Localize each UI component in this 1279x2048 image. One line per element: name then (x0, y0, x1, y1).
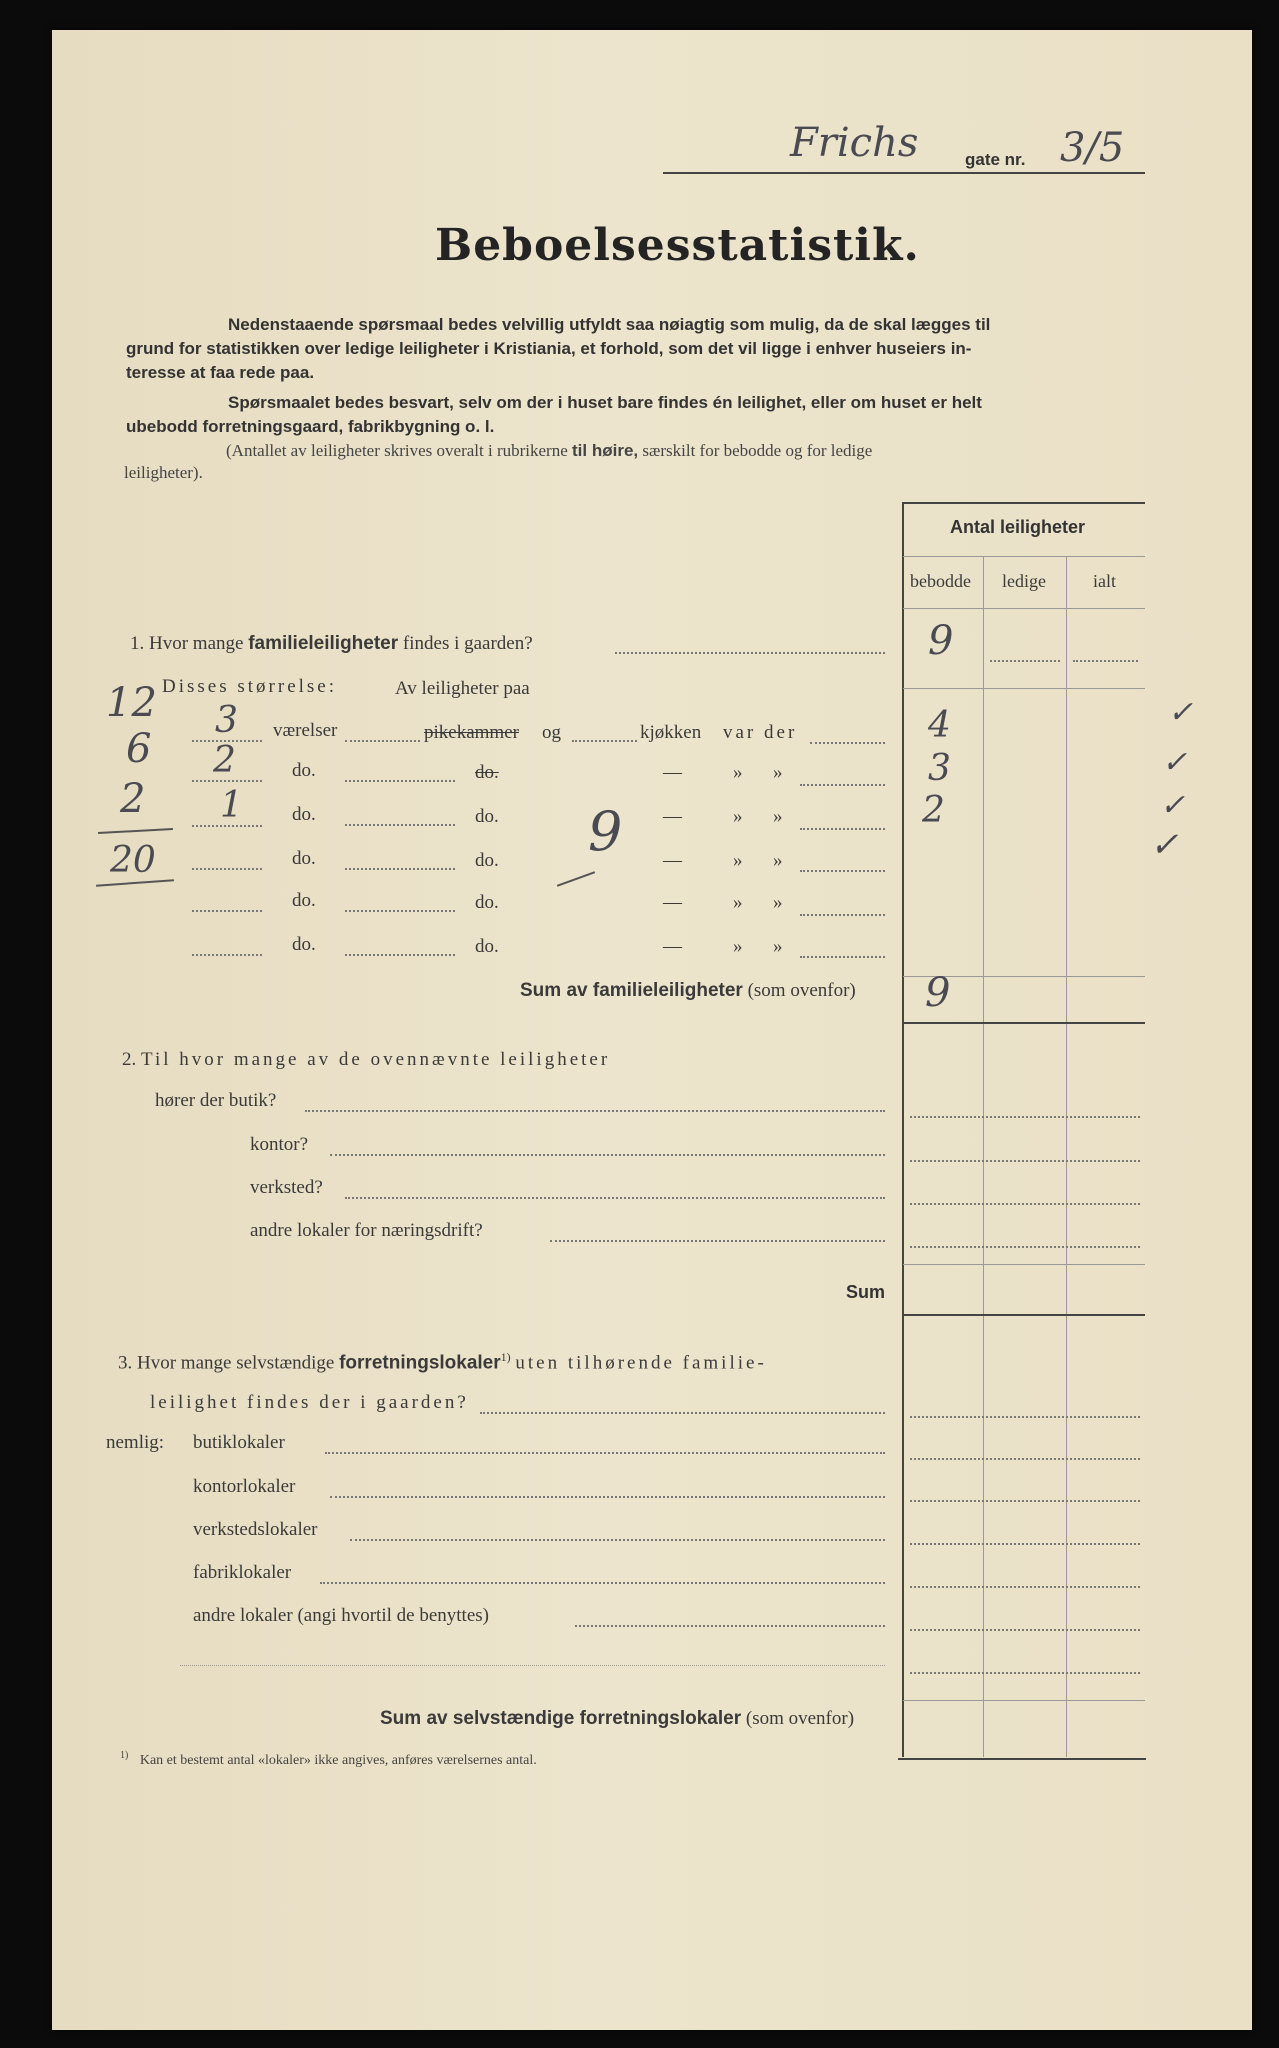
row2-col2: do. (475, 762, 499, 783)
row3-gap-line (345, 824, 455, 826)
row1-col2: pikekammer (424, 722, 519, 743)
table-header-rule (903, 556, 1145, 557)
intro-para3-line2: leiligheter). (124, 463, 203, 482)
row2-col1: do. (292, 760, 316, 781)
section3-q-suffix: uten tilhørende familie- (515, 1352, 767, 1374)
footnote-text: Kan et bestemt antal «lokaler» ikke angives, anføres værelsernes antal. (139, 1752, 537, 1768)
row5-leader (800, 914, 885, 916)
row3-answer: 2 (922, 790, 945, 831)
row3-leader (800, 828, 885, 830)
row3-col2: do. (475, 806, 499, 827)
intro-para2-line1: Spørsmaalet bedes besvart, selv om der i huset bare findes én leilighet, eller om huset er helt (228, 393, 982, 412)
section1-sum-bold: Sum av familieleiligheter (520, 980, 743, 1001)
table-left-rule (902, 502, 904, 1757)
row3-rooms-line (192, 825, 262, 827)
row4-gap-line (345, 868, 455, 870)
section3-item-2-leader (330, 1496, 885, 1498)
check-icon: ✓ (1160, 788, 1186, 823)
row4-ditto: » (733, 850, 743, 871)
section1-sum-rule (903, 1022, 1145, 1024)
row6-gap-line (345, 954, 455, 956)
section2-line4: andre lokaler for næringsdrift? (250, 1220, 483, 1241)
row2-ditto: » (733, 762, 743, 783)
row6-leader (800, 956, 885, 958)
section2-sum: Sum (846, 1282, 886, 1302)
s2-col-leader-1 (910, 1116, 1140, 1118)
row4-leader (800, 870, 885, 872)
intro-para3-line1 (226, 441, 872, 461)
section3-q-bold: forretningslokaler (339, 1352, 501, 1374)
section2-line4-leader (550, 1240, 885, 1242)
section1-leader-ledige (990, 660, 1060, 662)
margin-note-2: 6 (126, 726, 152, 772)
section1-sum-suffix: (som ovenfor) (747, 980, 856, 1001)
margin-note-3: 2 (120, 776, 146, 822)
s3-col-leader-5 (910, 1586, 1140, 1588)
row6-ditto2: » (773, 936, 783, 957)
section1-row-rule-a (903, 688, 1145, 689)
row4-col2: do. (475, 850, 499, 871)
s3-col-leader-6 (910, 1629, 1140, 1631)
row3-ditto2: » (773, 806, 783, 827)
section3-item-3-leader (350, 1539, 885, 1541)
gate-label: gate nr. (965, 150, 1026, 169)
section2-q-text: Til hvor mange av de ovennævnte leiligheter (141, 1049, 611, 1070)
section3-question (118, 1350, 767, 1374)
row2-dash: — (663, 762, 682, 783)
section3-item-1: butiklokaler (193, 1432, 285, 1453)
s3-col-leader-3 (910, 1500, 1140, 1502)
intro-para3-bold: til høire, (572, 441, 639, 460)
section3-sum-suffix: (som ovenfor) (745, 1708, 855, 1729)
section3-q-line2-leader (480, 1412, 885, 1414)
check-icon: ✓ (1162, 745, 1188, 780)
row6-rooms-line (192, 954, 262, 956)
footnote (120, 1750, 537, 1769)
section3-item-2: kontorlokaler (193, 1476, 296, 1497)
row1-answer: 4 (928, 705, 951, 746)
s3-col-leader-7 (910, 1672, 1140, 1674)
section2-line2: kontor? (250, 1134, 309, 1155)
intro-para2-line2: ubebodd forretningsgaard, fabrikbygning o. l. (126, 417, 495, 436)
row6-col1: do. (292, 934, 316, 955)
section3-item-5: andre lokaler (angi hvortil de benyttes) (193, 1605, 489, 1626)
table-subheader-rule (903, 608, 1145, 609)
header-underline (663, 172, 1145, 174)
margin-note-4: 20 (110, 840, 156, 881)
section3-number: 3. (118, 1352, 133, 1374)
row2-gap-line (345, 780, 455, 782)
section3-sum (380, 1708, 854, 1730)
row5-col2: do. (475, 892, 499, 913)
row1-col1: værelser (273, 720, 338, 741)
intro-para3-a: (Antallet av leiligheter skrives overalt i rubrikerne (226, 441, 568, 460)
row1-gap-line2 (572, 740, 637, 742)
s2-col-leader-3 (910, 1203, 1140, 1205)
row3-col1: do. (292, 804, 316, 825)
table-bottom-rule (898, 1758, 1146, 1760)
row5-col1: do. (292, 890, 316, 911)
row6-col2: do. (475, 936, 499, 957)
row2-answer: 3 (928, 748, 951, 789)
s3-col-leader-2 (910, 1458, 1140, 1460)
section2-line2-leader (330, 1154, 885, 1156)
col-divider-2 (1066, 557, 1067, 1757)
section3-item-4-leader (320, 1582, 885, 1584)
row5-ditto2: » (773, 892, 783, 913)
section3-sum-top (903, 1700, 1145, 1701)
row1-rooms: 3 (215, 700, 238, 741)
intro-para3-b: særskilt for bebodde og for ledige (642, 441, 873, 460)
intro-para1-line3: teresse at faa rede paa. (126, 363, 315, 382)
check-icon: ✓ (1150, 825, 1179, 865)
row3-dash: — (663, 806, 682, 827)
section3-q-sup: 1) (500, 1350, 511, 1364)
section1-leader-ialt (1073, 660, 1138, 662)
middle-handwritten-note: 9 (588, 800, 623, 863)
col-divider-1 (983, 557, 984, 1757)
section3-sum-bold: Sum av selvstændige forretningslokaler (380, 1708, 742, 1729)
row1-col3: og (542, 722, 561, 743)
section1-q-leader (615, 652, 885, 654)
row4-col1: do. (292, 848, 316, 869)
section2-line3-leader (345, 1197, 885, 1199)
section2-sum-rule (903, 1314, 1145, 1316)
s2-col-leader-4 (910, 1246, 1140, 1248)
street-name-handwritten: Frichs (790, 120, 919, 166)
section3-item-5-leader (575, 1625, 885, 1627)
section1-question (130, 633, 533, 655)
row4-dash: — (663, 850, 682, 871)
section2-sum-top (903, 1264, 1145, 1265)
section3-item-4: fabriklokaler (193, 1562, 292, 1583)
row5-gap-line (345, 910, 455, 912)
row3-ditto: » (733, 806, 743, 827)
sizes-label-2: Av leiligheter paa (395, 678, 530, 699)
section1-answer-bebodde: 9 (928, 618, 954, 664)
row1-col5: var der (723, 722, 798, 743)
section2-number: 2. (122, 1049, 137, 1070)
section2-line1: hører der butik? (155, 1090, 277, 1111)
row3-rooms: 1 (220, 785, 243, 826)
sizes-label: Disses størrelse: (162, 676, 338, 697)
row5-rooms-line (192, 910, 262, 912)
row2-ditto2: » (773, 762, 783, 783)
intro-para1-line2: grund for statistikken over ledige leiligheter i Kristiania, et forhold, som det vil ligge i enhver huseiers in- (126, 339, 972, 358)
row4-ditto2: » (773, 850, 783, 871)
row1-gap-line (345, 740, 420, 742)
s2-col-leader-2 (910, 1160, 1140, 1162)
section1-q-suffix: findes i gaarden? (402, 633, 533, 654)
row2-rooms: 2 (213, 740, 236, 781)
section3-q-prefix: Hvor mange selvstændige (137, 1352, 335, 1374)
table-group-title: Antal leiligheter (950, 517, 1086, 537)
s3-col-leader-4 (910, 1543, 1140, 1545)
col-ledige: ledige (1002, 571, 1046, 591)
section1-sum-answer: 9 (925, 970, 951, 1016)
intro-para1-line1: Nedenstaaende spørsmaal bedes velvillig utfyldt saa nøiagtig som mulig, da de skal lægges til (228, 315, 991, 334)
row5-dash: — (663, 892, 682, 913)
section1-q-prefix: Hvor mange (149, 633, 244, 654)
check-icon: ✓ (1168, 695, 1194, 730)
section1-number: 1. (130, 633, 145, 654)
s3-col-leader-1 (910, 1416, 1140, 1418)
section3-nemlig: nemlig: (106, 1432, 165, 1453)
section1-sum (520, 980, 856, 1002)
row6-ditto: » (733, 936, 743, 957)
row5-ditto: » (733, 892, 743, 913)
table-top-rule (903, 502, 1145, 504)
col-bebodde: bebodde (910, 571, 971, 591)
section1-q-bold: familieleiligheter (248, 633, 399, 654)
section3-item-3: verkstedslokaler (193, 1519, 318, 1540)
row2-rooms-line (192, 780, 262, 782)
section2-question (122, 1049, 610, 1071)
row4-rooms-line (192, 868, 262, 870)
section3-item-1-leader (325, 1452, 885, 1454)
footnote-mark: 1) (120, 1750, 129, 1761)
section2-line1-leader (305, 1110, 885, 1112)
row2-leader (800, 784, 885, 786)
house-number-handwritten: 3/5 (1060, 125, 1125, 171)
row1-leader (810, 742, 885, 744)
col-ialt: ialt (1093, 571, 1116, 591)
margin-note-1: 12 (106, 680, 157, 726)
section3-blank-line (180, 1665, 885, 1666)
row6-dash: — (663, 936, 682, 957)
section3-q-line2: leilighet findes der i gaarden? (150, 1392, 469, 1413)
section2-line3: verksted? (250, 1177, 323, 1198)
page-title: Beboelsesstatistik. (435, 220, 920, 271)
row1-col4: kjøkken (640, 722, 702, 743)
